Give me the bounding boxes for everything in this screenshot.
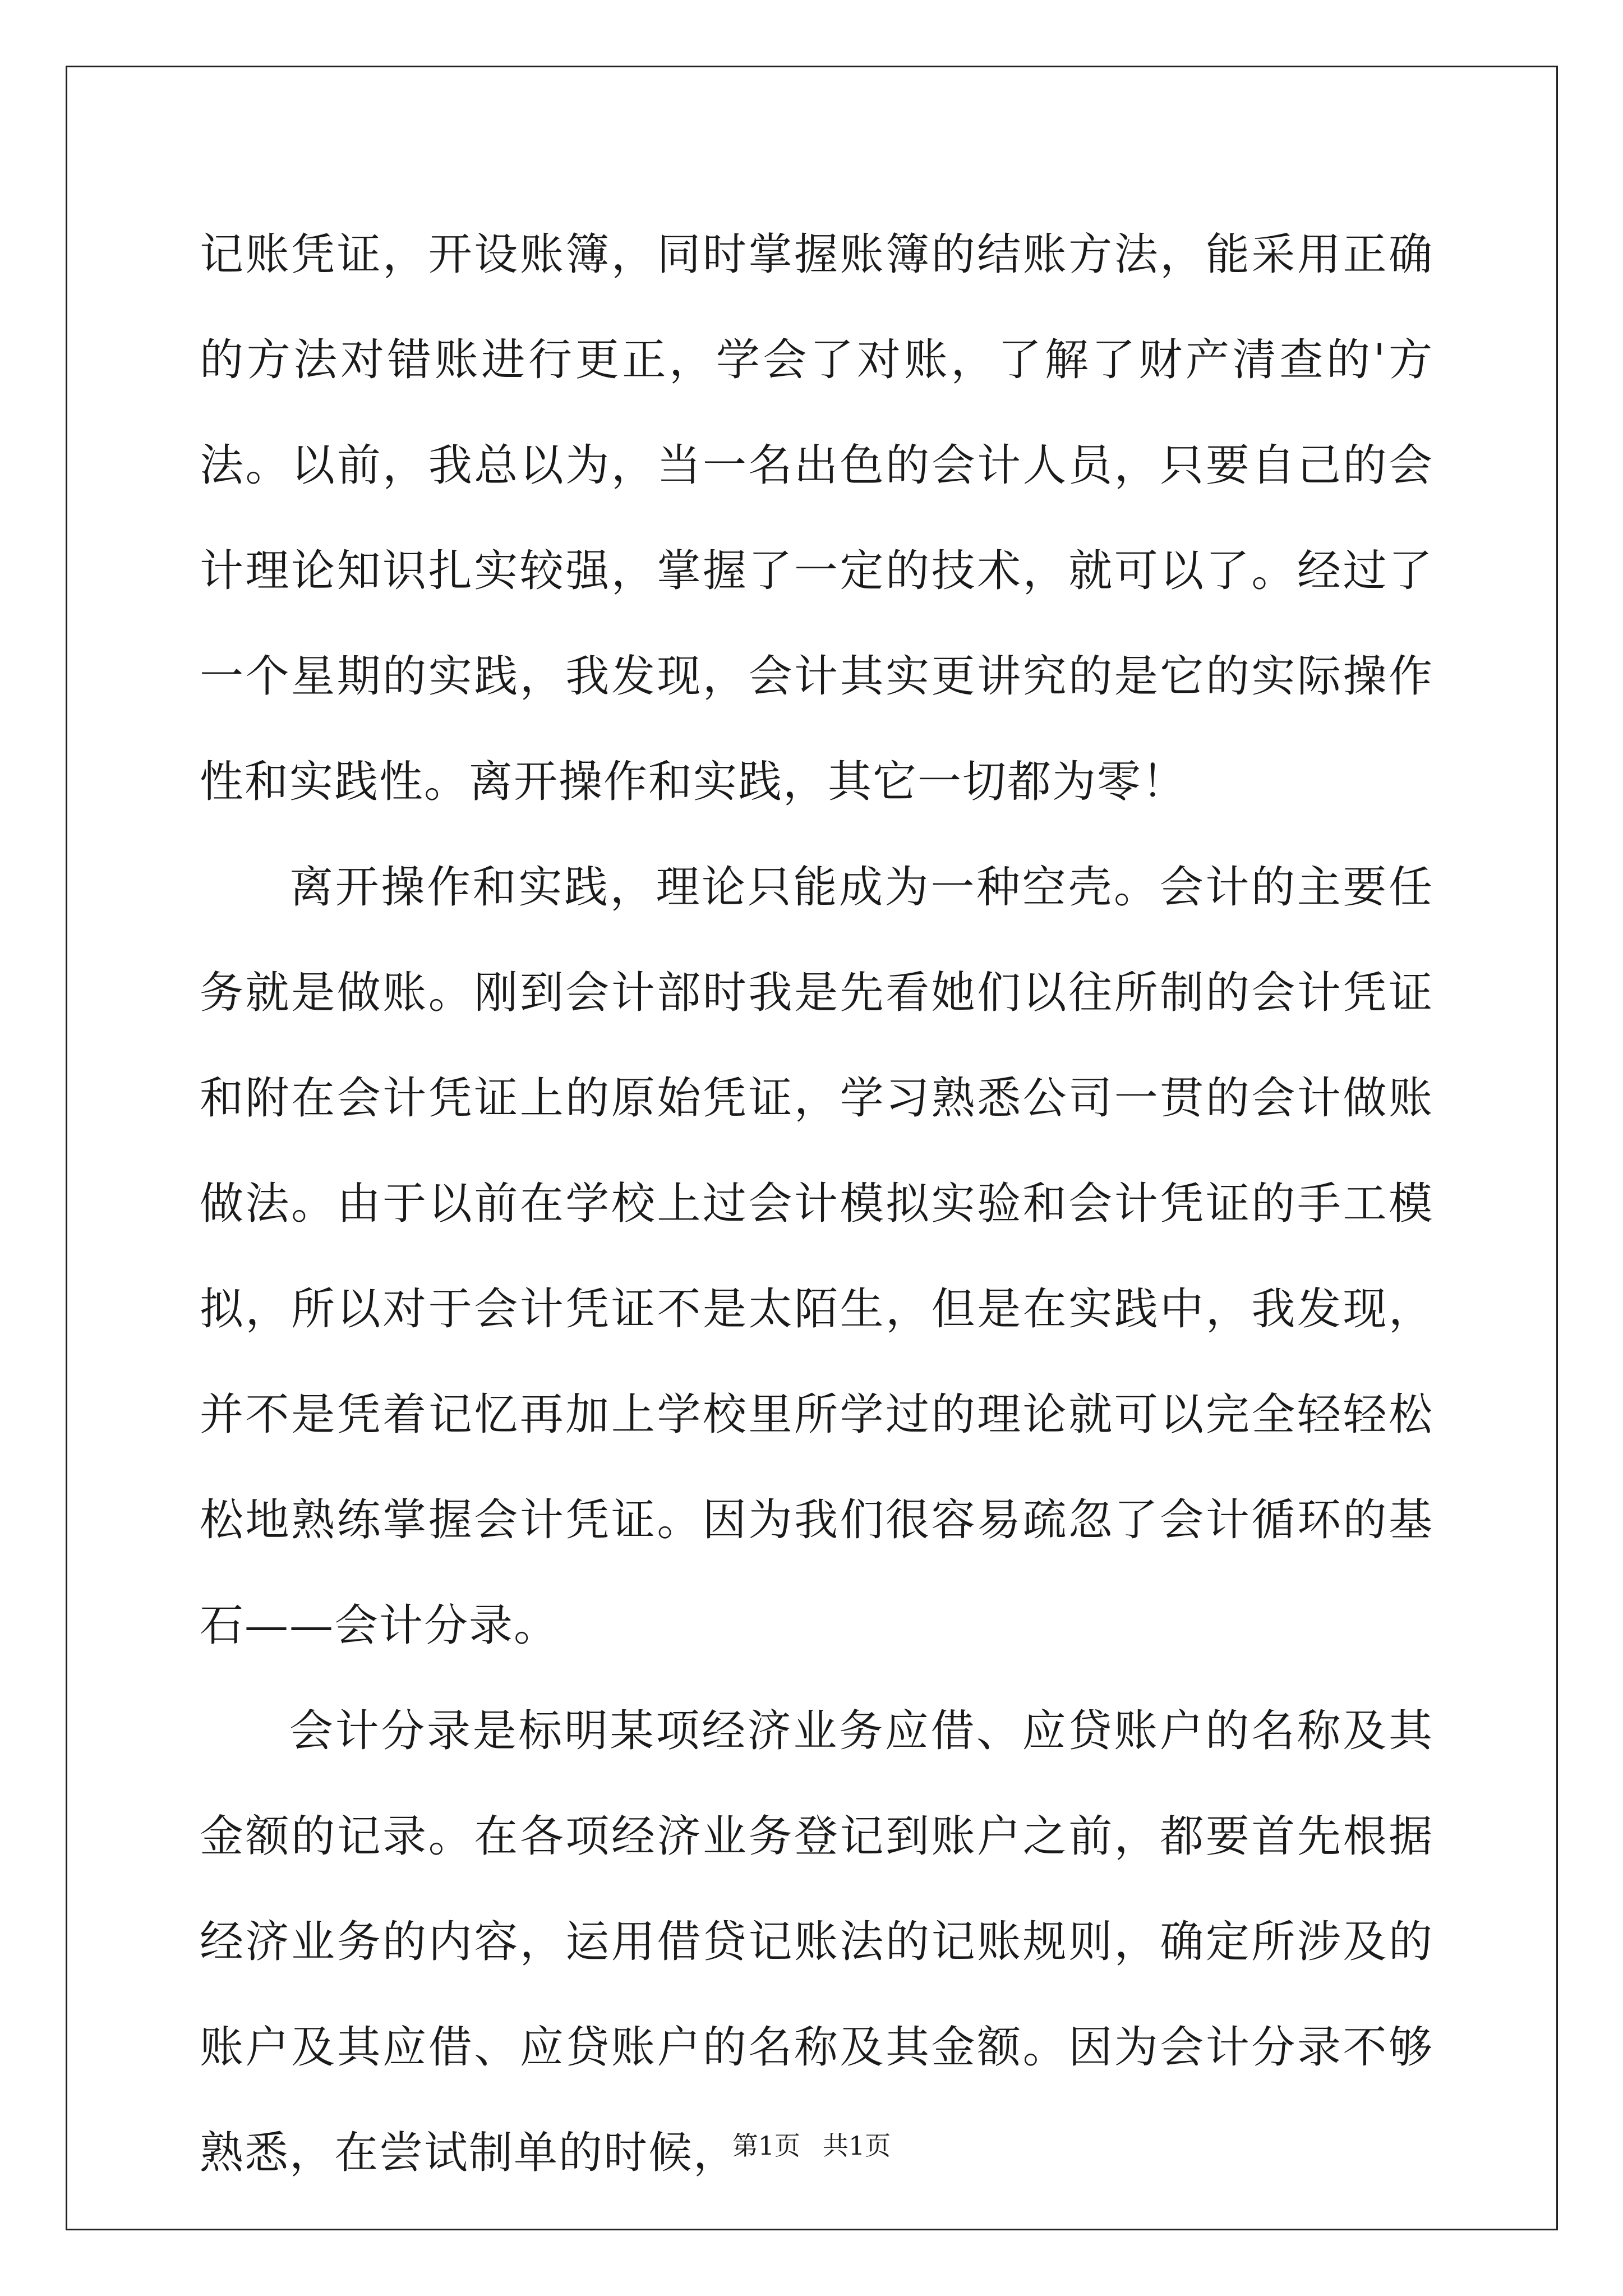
- page-number: 第1页: [732, 2131, 800, 2161]
- document-body: [200, 202, 1433, 2206]
- paragraph-1: 记账凭证，开设账簿，同时掌握账簿的结账方法，能采用正确的方法对错账进行更正，学会了对账，了解了财产清查的'方法。以前，我总以为，当一名出色的会计人员，只要自己的会计理论知识扎实较强，掌握了一定的技术，就可以了。经过了一个星期的实践，我发现，会计其实更讲究的是它的实际操作性和实践性。离开操作和实践，其它一切都为零！: [200, 229, 1433, 807]
- page-footer: [0, 2125, 1623, 2162]
- page-total: 共1页: [823, 2131, 891, 2161]
- paragraph-2: 离开操作和实践，理论只能成为一种空壳。会计的主要任务就是做账。刚到会计部时我是先看她们以往所制的会计凭证和附在会计凭证上的原始凭证，学习熟悉公司一贯的会计做账做法。由于以前在学校上过会计模拟实验和会计凭证的手工模拟，所以对于会计凭证不是太陌生，但是在实践中，我发现，并不是凭着记忆再加上学校里所学过的理论就可以完全轻轻松松地熟练掌握会计凭证。因为我们很容易疏忽了会计循环的基石——会计分录。: [200, 862, 1433, 1651]
- paragraph-3: 会计分录是标明某项经济业务应借、应贷账户的名称及其金额的记录。在各项经济业务登记到账户之前，都要首先根据经济业务的内容，运用借贷记账法的记账规则，确定所涉及的账户及其应借、应贷账户的名称及其金额。因为会计分录不够熟悉，在尝试制单的时候，: [200, 1706, 1433, 2178]
